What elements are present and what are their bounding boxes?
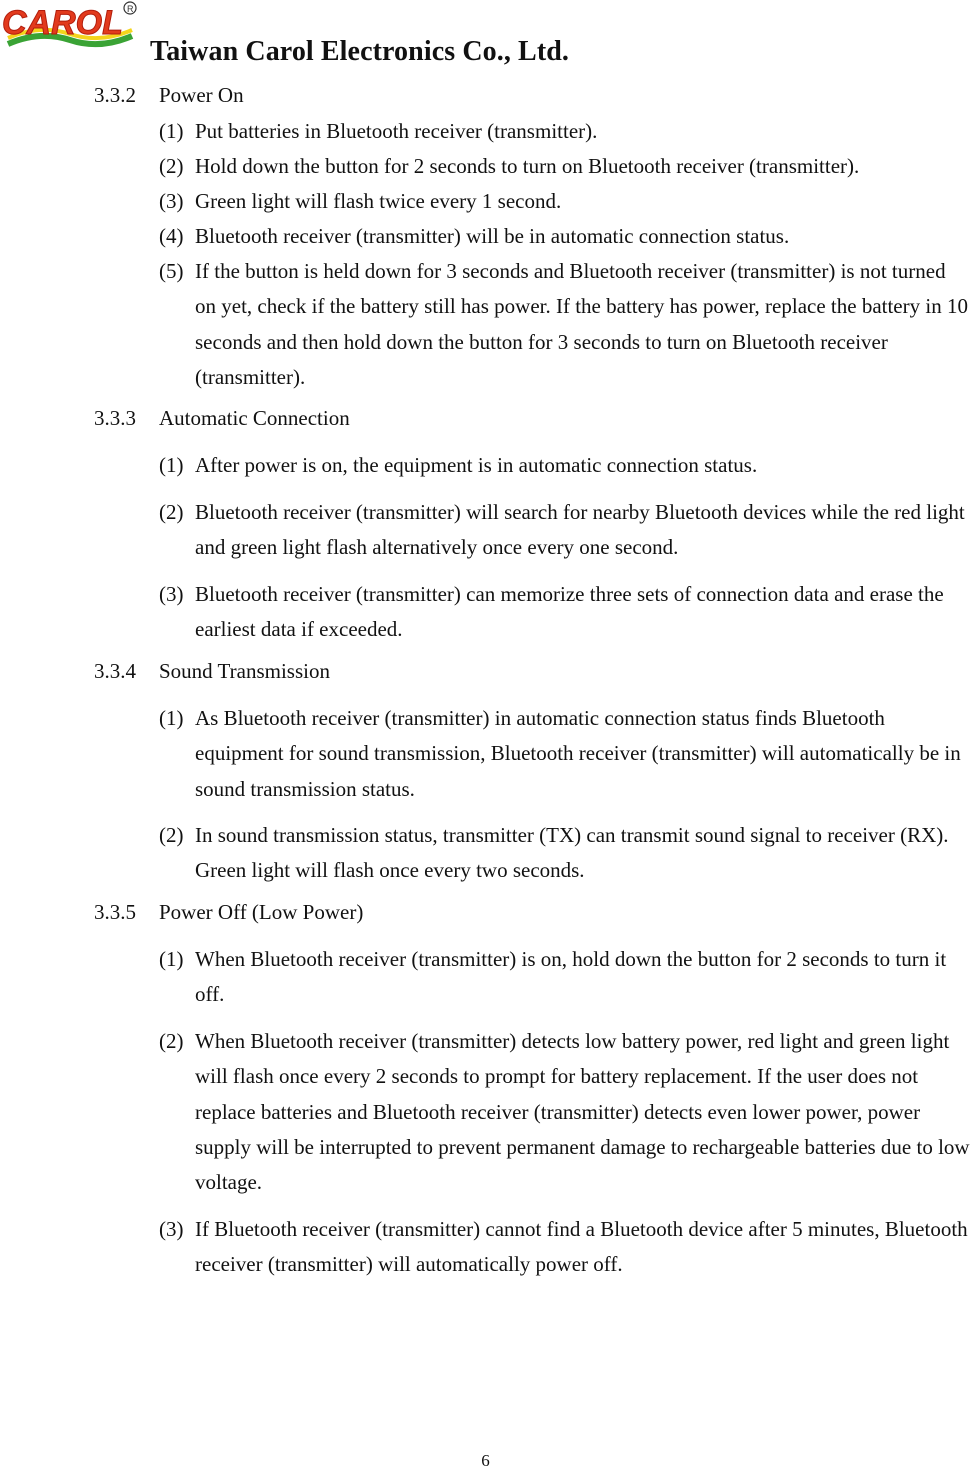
section-number: 3.3.2 [94,83,136,107]
list-item [159,448,971,483]
item-text: If Bluetooth receiver (transmitter) cannot find a Bluetooth device after 5 minutes, Bluetooth receiver (transmitter) will automatically power off. [195,1217,968,1277]
item-text: After power is on, the equipment is in automatic connection status. [195,453,758,477]
list-item [159,942,971,1013]
list-item [159,149,971,184]
list-item [159,701,971,807]
item-text: Green light will flash twice every 1 second. [195,189,562,213]
section-number: 3.3.5 [94,900,136,924]
list-item [159,1024,971,1200]
item-text: If the button is held down for 3 seconds and Bluetooth receiver (transmitter) is not turned on yet, check if the battery still has power. If the battery has power, replace the battery in 10 seconds and then hold down the button for 3 seconds to turn on Bluetooth receiver (transmitter). [195,259,968,389]
section-title: Power Off (Low Power) [159,900,364,924]
item-text: As Bluetooth receiver (transmitter) in automatic connection status finds Bluetooth equipment for sound transmission, Bluetooth receiver (transmitter) will automatically be in sound transmission status. [195,706,961,801]
section-title: Sound Transmission [159,659,330,683]
item-text: When Bluetooth receiver (transmitter) is on, hold down the button for 2 seconds to turn it off. [195,947,947,1007]
list-item [159,495,971,566]
list-item [159,1212,971,1283]
section-title: Automatic Connection [159,406,350,430]
item-number: (2) [159,1029,184,1053]
item-text: Bluetooth receiver (transmitter) will search for nearby Bluetooth devices while the red light and green light flash alternatively once every one second. [195,500,965,560]
item-number: (1) [159,453,184,477]
item-number: (1) [159,947,184,971]
item-number: (2) [159,500,184,524]
list-item [159,184,971,219]
item-number: (3) [159,1217,184,1241]
item-text: Put batteries in Bluetooth receiver (transmitter). [195,119,598,143]
section-heading-power-off [94,900,363,925]
registered-mark: R [127,4,134,14]
section-heading-power-on [94,83,244,108]
item-text: Bluetooth receiver (transmitter) will be in automatic connection status. [195,224,790,248]
item-text: In sound transmission status, transmitter (TX) can transmit sound signal to receiver (RX). Green light will flash once every two seconds. [195,823,949,883]
item-number: (2) [159,154,184,178]
item-number: (2) [159,823,184,847]
page-number: 6 [481,1451,490,1470]
list-item [159,254,971,395]
item-number: (1) [159,706,184,730]
list-item [159,219,971,254]
company-name: Taiwan Carol Electronics Co., Ltd. [150,36,570,67]
section-title: Power On [159,83,244,107]
logo-text: CAROL [2,4,123,42]
item-number: (3) [159,189,184,213]
item-text: When Bluetooth receiver (transmitter) detects low battery power, red light and green light will flash once every 2 seconds to prompt for battery replacement. If the user does not replace batteries and Bluetooth receiver (transmitter) detects even lower power, power supply will be interrupted to prevent permanent damage to rechargeable batteries due to low voltage. [195,1029,970,1195]
item-number: (4) [159,224,184,248]
list-item [159,114,971,149]
section-number: 3.3.4 [94,659,136,683]
item-number: (5) [159,259,184,283]
section-heading-sound-transmission [94,659,330,684]
item-text: Hold down the button for 2 seconds to turn on Bluetooth receiver (transmitter). [195,154,860,178]
item-number: (1) [159,119,184,143]
list-item [159,577,971,648]
item-number: (3) [159,582,184,606]
list-item [159,818,971,889]
carol-logo [0,0,140,50]
section-number: 3.3.3 [94,406,136,430]
item-text: Bluetooth receiver (transmitter) can memorize three sets of connection data and erase the earliest data if exceeded. [195,582,944,642]
section-heading-automatic-connection [94,406,350,431]
